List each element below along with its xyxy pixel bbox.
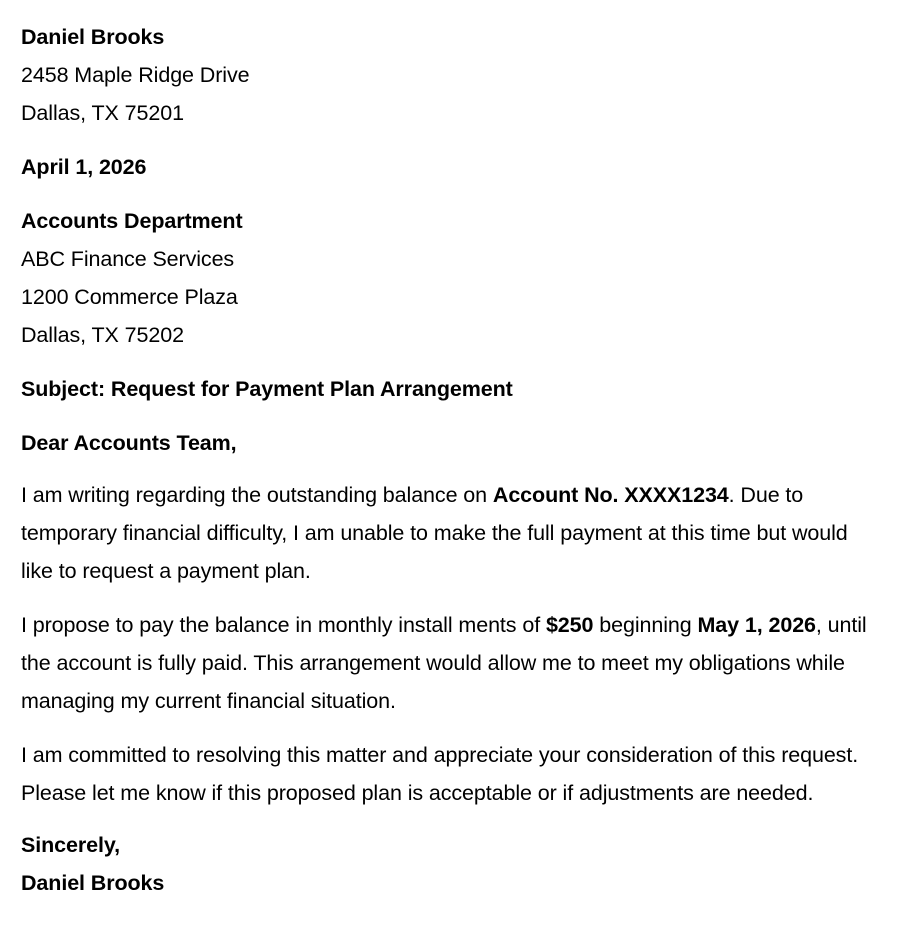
recipient-company: ABC Finance Services (21, 247, 235, 271)
paragraph-1-text-part-2: . Due to temporary financial difficulty, I am unable to make the full payment at this time but would like to request a payment plan. (21, 483, 848, 583)
subject-line: Subject: Request for Payment Plan Arrangement (21, 377, 513, 401)
signature-name: Daniel Brooks (21, 871, 165, 895)
installment-amount-emphasis: $250 (545, 613, 594, 637)
subject-block (21, 370, 870, 408)
sender-name: Daniel Brooks (21, 25, 165, 49)
sender-address-block (21, 18, 870, 132)
paragraph-1-text-part-1: I am writing regarding the outstanding balance on (21, 483, 493, 507)
sender-city-state-zip: Dallas, TX 75201 (21, 101, 184, 125)
recipient-department: Accounts Department (21, 209, 243, 233)
recipient-address-block (21, 202, 870, 354)
recipient-city-state-zip: Dallas, TX 75202 (21, 323, 184, 347)
valediction: Sincerely, (21, 833, 120, 857)
body-paragraph-2 (21, 606, 870, 720)
salutation: Dear Accounts Team, (21, 431, 237, 455)
account-number-emphasis: Account No. XXXX1234 (492, 483, 729, 507)
salutation-block (21, 424, 870, 462)
closing-block (21, 826, 870, 902)
recipient-street: 1200 Commerce Plaza (21, 285, 238, 309)
paragraph-2-text-part-3: , until the account is fully paid. This arrangement would allow me to meet my obligations while managing my current financial situation. (21, 613, 867, 713)
letter-date: April 1, 2026 (21, 155, 147, 179)
start-date-emphasis: May 1, 2026 (697, 613, 816, 637)
sender-street: 2458 Maple Ridge Drive (21, 63, 250, 87)
body-paragraph-1 (21, 476, 870, 590)
body-paragraph-3: I am committed to resolving this matter and appreciate your consideration of this request. Please let me know if this proposed plan is acceptable or if adjustments are needed. (21, 743, 859, 805)
letter-date-block (21, 148, 870, 186)
paragraph-2-text-part-1: I propose to pay the balance in monthly install ments of (21, 613, 546, 637)
paragraph-2-text-part-2: beginning (593, 613, 698, 637)
